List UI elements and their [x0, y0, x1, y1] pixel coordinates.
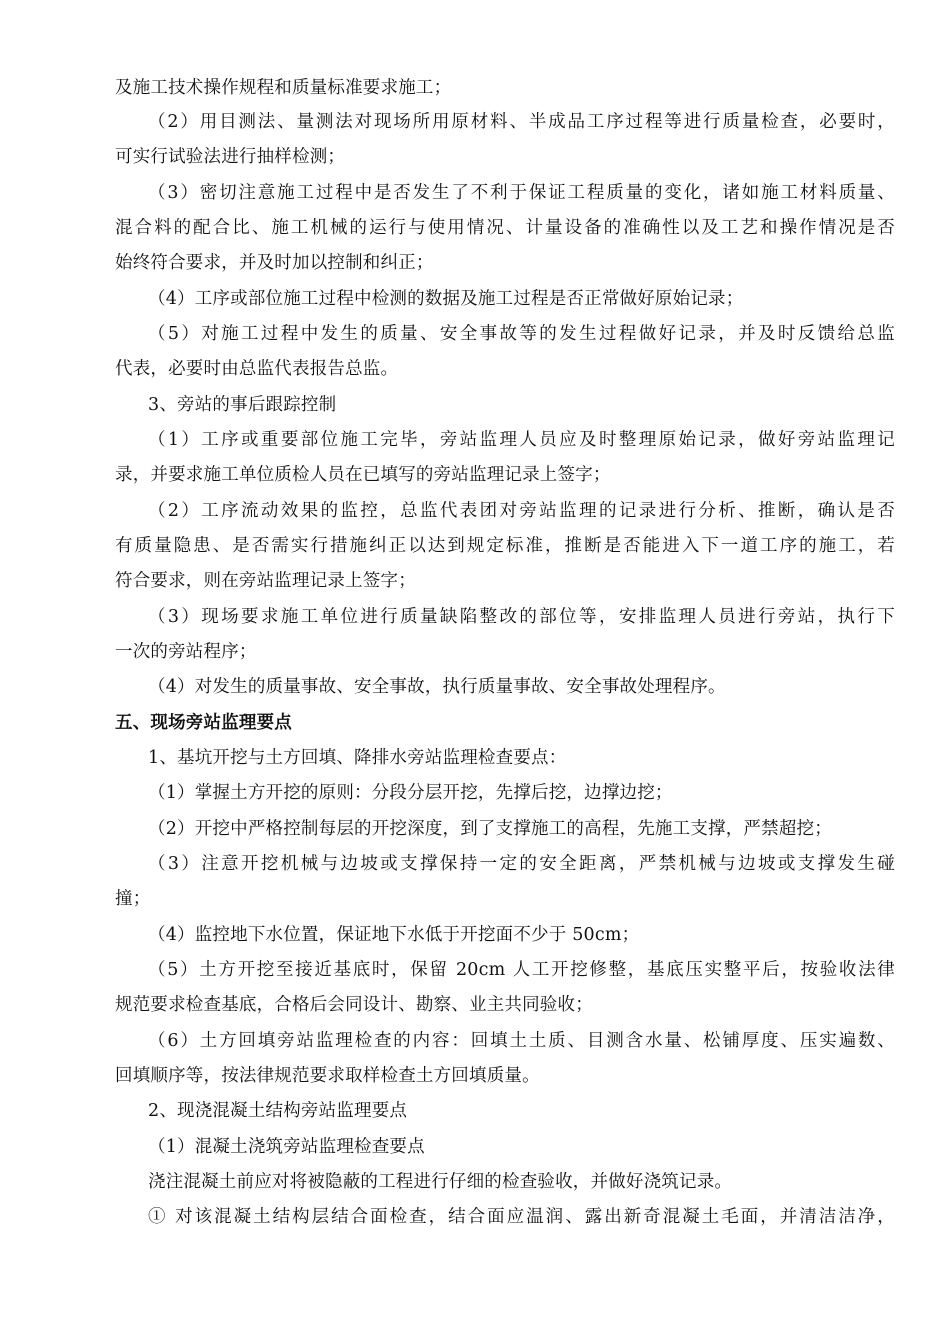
text-line: 规范要求检查基底，合格后会同设计、勘察、业主共同验收；	[115, 995, 593, 1015]
text-line: 回填顺序等，按法律规范要求取样检查土方回填质量。	[115, 1066, 540, 1086]
text-line: （3）密切注意施工过程中是否发生了不利于保证工程质量的变化，诸如施工材料质量、	[148, 183, 895, 203]
text-line: 及施工技术操作规程和质量标准要求施工；	[115, 78, 452, 98]
text-line: （3）现场要求施工单位进行质量缺陷整改的部位等，安排监理人员进行旁站，执行下	[148, 607, 895, 627]
text-line: （1）掌握土方开挖的原则：分段分层开挖，先撑后挖，边撑边挖；	[148, 783, 673, 803]
text-line: （2）用目测法、量测法对现场所用原材料、半成品工序过程等进行质量检查，必要时，	[148, 112, 895, 132]
text-line: （1）工序或重要部位施工完毕，旁站监理人员应及时整理原始记录，做好旁站监理记	[148, 430, 895, 450]
text-line: 符合要求，则在旁站监理记录上签字；	[115, 571, 416, 591]
text-line: （2）开挖中严格控制每层的开挖深度，到了支撑施工的高程，先施工支撑，严禁超挖；	[148, 819, 832, 839]
section-subheading: 1、基坑开挖与土方回填、降排水旁站监理检查要点：	[148, 748, 567, 768]
text-line: （2）工序流动效果的监控，总监代表团对旁站监理的记录进行分析、推断，确认是否	[148, 501, 895, 521]
text-line: 可实行试验法进行抽样检测；	[115, 147, 346, 167]
text-line: ① 对该混凝土结构层结合面检查，结合面应温润、露出新奇混凝土毛面，并清洁洁净，	[148, 1207, 895, 1227]
text-line: 有质量隐患、是否需实行措施纠正以达到规定标准，推断是否能进入下一道工序的施工，若	[115, 536, 895, 556]
text-line: （5）对施工过程中发生的质量、安全事故等的发生过程做好记录，并及时反馈给总监	[148, 324, 895, 344]
text-line: （1）混凝土浇筑旁站监理检查要点	[148, 1137, 425, 1157]
section-subheading: 3、旁站的事后跟踪控制	[148, 395, 337, 415]
text-line: （5）土方开挖至接近基底时，保留 20cm 人工开挖修整，基底压实整平后，按验收法律	[148, 960, 895, 980]
text-line: 浇注混凝土前应对将被隐蔽的工程进行仔细的检查验收，并做好浇筑记录。	[148, 1172, 733, 1192]
text-line: 混合料的配合比、施工机械的运行与使用情况、计量设备的准确性以及工艺和操作情况是否	[115, 218, 895, 238]
text-line: 撞；	[115, 889, 151, 909]
text-line: 一次的旁站程序；	[115, 642, 257, 662]
section-heading: 五、现场旁站监理要点	[115, 713, 292, 733]
text-line: 始终符合要求，并及时加以控制和纠正；	[115, 253, 434, 273]
text-line: （4）工序或部位施工过程中检测的数据及施工过程是否正常做好原始记录；	[148, 289, 744, 309]
text-line: （4）对发生的质量事故、安全事故，执行质量事故、安全事故处理程序。	[148, 677, 726, 697]
text-line: （4）监控地下水位置，保证地下水低于开挖面不少于 50cm；	[148, 925, 640, 945]
text-line: （6）土方回填旁站监理检查的内容：回填土土质、目测含水量、松铺厚度、压实遍数、	[148, 1031, 895, 1051]
text-line: 代表，必要时由总监代表报告总监。	[115, 359, 399, 379]
text-line: （3）注意开挖机械与边坡或支撑保持一定的安全距离，严禁机械与边坡或支撑发生碰	[148, 854, 895, 874]
text-line: 录，并要求施工单位质检人员在已填写的旁站监理记录上签字；	[115, 465, 611, 485]
section-subheading: 2、现浇混凝土结构旁站监理要点	[148, 1101, 408, 1121]
